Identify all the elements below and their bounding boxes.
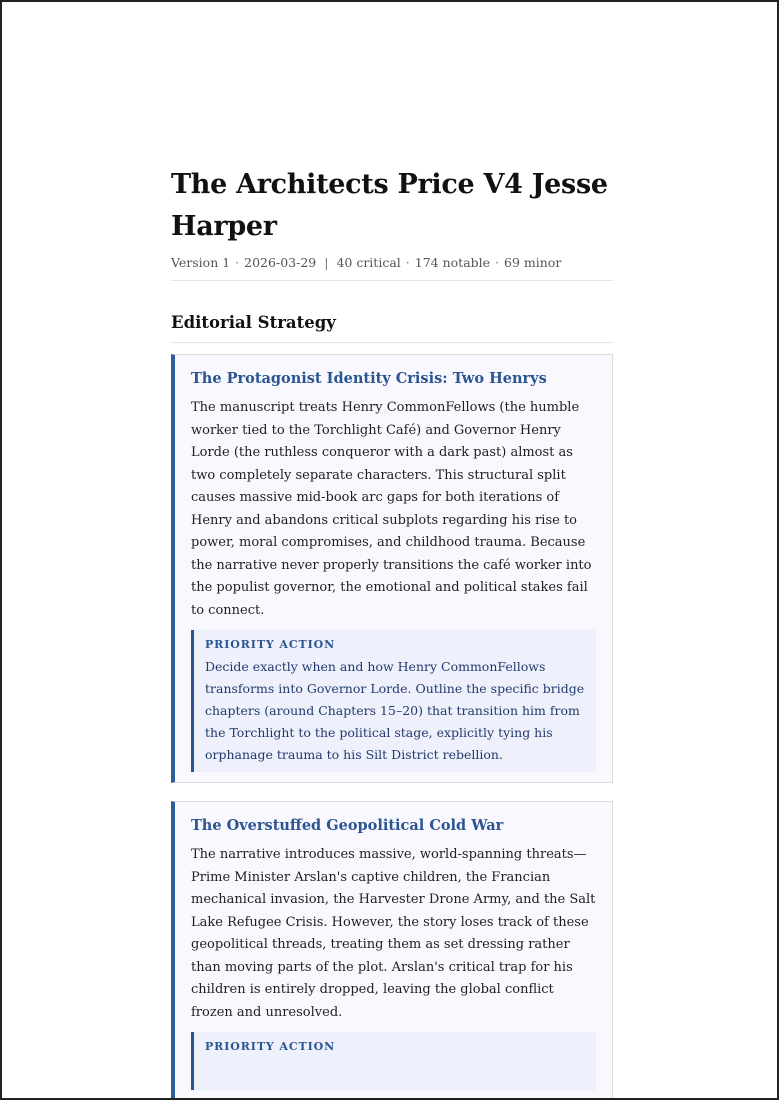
meta-separator: · xyxy=(405,255,410,270)
strategy-card-body: The narrative introduces massive, world-spanning threats—Prime Minister Arslan's captive children, the Francian mechanical invasion, the Harvester Drone Army, and the Salt Lake Refugee Crisis. However, the story loses track of these geopolitical threads, treating them as set dressing rather than moving parts of the plot. Arslan's critical trap for his children is entirely dropped, leaving the global conflict frozen and unresolved. xyxy=(191,847,596,1020)
strategy-card xyxy=(171,354,613,783)
critical-count: 40 critical xyxy=(336,255,401,270)
document-content xyxy=(171,164,613,1100)
strategy-card xyxy=(171,801,613,1100)
meta-separator: · xyxy=(495,255,500,270)
strategy-card-title: The Protagonist Identity Crisis: Two Henrys xyxy=(191,370,547,387)
priority-action-label: PRIORITY ACTION xyxy=(205,1040,336,1053)
priority-action-text: Decide exactly when and how Henry CommonFellows transforms into Governor Lorde. Outline the specific bridge chapters (around Chapters 15–20) that transition him from the Torchlight to the political stage, explicitly tying his orphanage trauma to his Silt District rebellion. xyxy=(205,659,585,762)
document-meta xyxy=(171,254,613,281)
version-label: Version 1 xyxy=(171,255,231,270)
priority-action-box xyxy=(191,1032,596,1090)
document-title: The Architects Price V4 Jesse Harper xyxy=(171,169,608,242)
priority-action-box xyxy=(191,630,596,772)
meta-divider: | xyxy=(324,255,329,270)
strategy-card-body: The manuscript treats Henry CommonFellows (the humble worker tied to the Torchlight Café) and Governor Henry Lorde (the ruthless conqueror with a dark past) almost as two completely separate characters. This structural split causes massive mid-book arc gaps for both iterations of Henry and abandons critical subplots regarding his rise to power, moral compromises, and childhood trauma. Because the narrative never properly transitions the café worker into the populist governor, the emotional and political stakes fail to connect. xyxy=(191,400,592,618)
notable-count: 174 notable xyxy=(414,255,491,270)
meta-separator: · xyxy=(235,255,240,270)
date-label: 2026-03-29 xyxy=(244,255,317,270)
section-heading-editorial-strategy: Editorial Strategy xyxy=(171,312,613,343)
priority-action-label: PRIORITY ACTION xyxy=(205,638,336,651)
minor-count: 69 minor xyxy=(504,255,562,270)
strategy-card-title: The Overstuffed Geopolitical Cold War xyxy=(191,817,504,834)
